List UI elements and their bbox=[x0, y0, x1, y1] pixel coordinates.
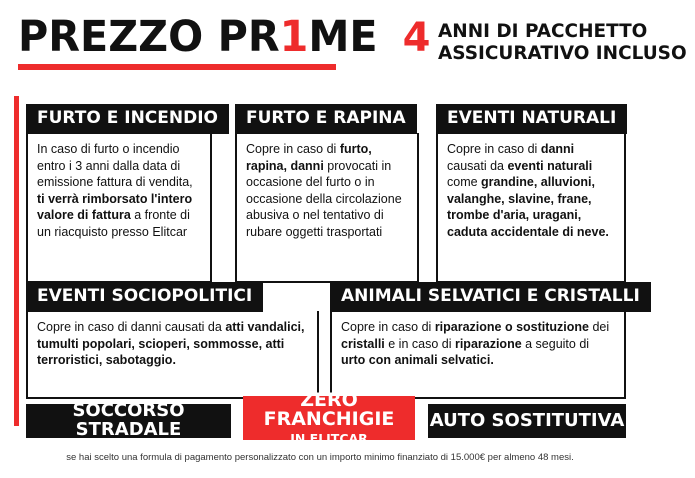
title-one-highlight: 1 bbox=[279, 12, 309, 62]
card-title: EVENTI SOCIOPOLITICI bbox=[26, 282, 263, 312]
footnote: se hai scelto una formula di pagamento personalizzato con un importo minimo finanziato di 15.000€ per almeno 48 mesi. bbox=[66, 452, 574, 463]
header bbox=[14, 12, 688, 70]
banner-sublabel: IN ELITCAR bbox=[290, 431, 368, 447]
header-subtitle-line2: ASSICURATIVO INCLUSO bbox=[438, 42, 688, 65]
card-body: Copre in caso di danni causati da eventi naturali come grandine, alluvioni, valanghe, slavine, frane, trombe d'aria, uragani, caduta accidentale di neve. bbox=[436, 133, 626, 283]
card-title: ANIMALI SELVATICI E CRISTALLI bbox=[330, 282, 651, 312]
card-eventi-naturali bbox=[436, 104, 626, 283]
card-eventi-sociopolitici bbox=[26, 282, 319, 399]
title-underline bbox=[18, 64, 336, 70]
header-subtitle-line1: ANNI DI PACCHETTO bbox=[438, 20, 648, 42]
card-body: Copre in caso di riparazione o sostituzione dei cristalli e in caso di riparazione a seguito di urto con animali selvatici. bbox=[330, 311, 626, 399]
title-suffix: ME bbox=[308, 12, 378, 62]
banner-label: SOCCORSO STRADALE bbox=[72, 400, 185, 440]
card-furto-e-rapina bbox=[235, 104, 419, 283]
banner-label: ZERO FRANCHIGIE bbox=[263, 388, 395, 431]
page-title bbox=[18, 12, 378, 62]
card-title: FURTO E RAPINA bbox=[235, 104, 417, 134]
card-body: In caso di furto o incendio entro i 3 anni dalla data di emissione fattura di vendita, ti verrà rimborsato l'intero valore di fattura a fronte di un riacquisto presso Elitcar bbox=[26, 133, 212, 283]
title-prefix: PREZZO PR bbox=[18, 12, 280, 62]
card-title: FURTO E INCENDIO bbox=[26, 104, 229, 134]
header-subtitle bbox=[438, 20, 694, 65]
card-furto-e-incendio bbox=[26, 104, 218, 283]
title-block bbox=[18, 12, 393, 70]
card-title: EVENTI NATURALI bbox=[436, 104, 627, 134]
card-animali-selvatici-e-cristalli bbox=[330, 282, 640, 399]
banner-label: AUTO SOSTITUTIVA bbox=[429, 409, 625, 431]
left-accent-bar bbox=[14, 96, 19, 426]
big-number: 4 bbox=[402, 15, 431, 61]
card-body: Copre in caso di furto, rapina, danni provocati in occasione del furto o in occasione della circolazione abusiva o nel tentativo di rubare oggetti trasportati bbox=[235, 133, 419, 283]
banner-auto-sostitutiva bbox=[428, 404, 626, 438]
card-body: Copre in caso di danni causati da atti vandalici, tumulti popolari, scioperi, sommosse, atti terroristici, sabotaggio. bbox=[26, 311, 319, 399]
banner-soccorso-stradale bbox=[26, 400, 231, 440]
banner-zero-franchigie bbox=[243, 388, 415, 447]
